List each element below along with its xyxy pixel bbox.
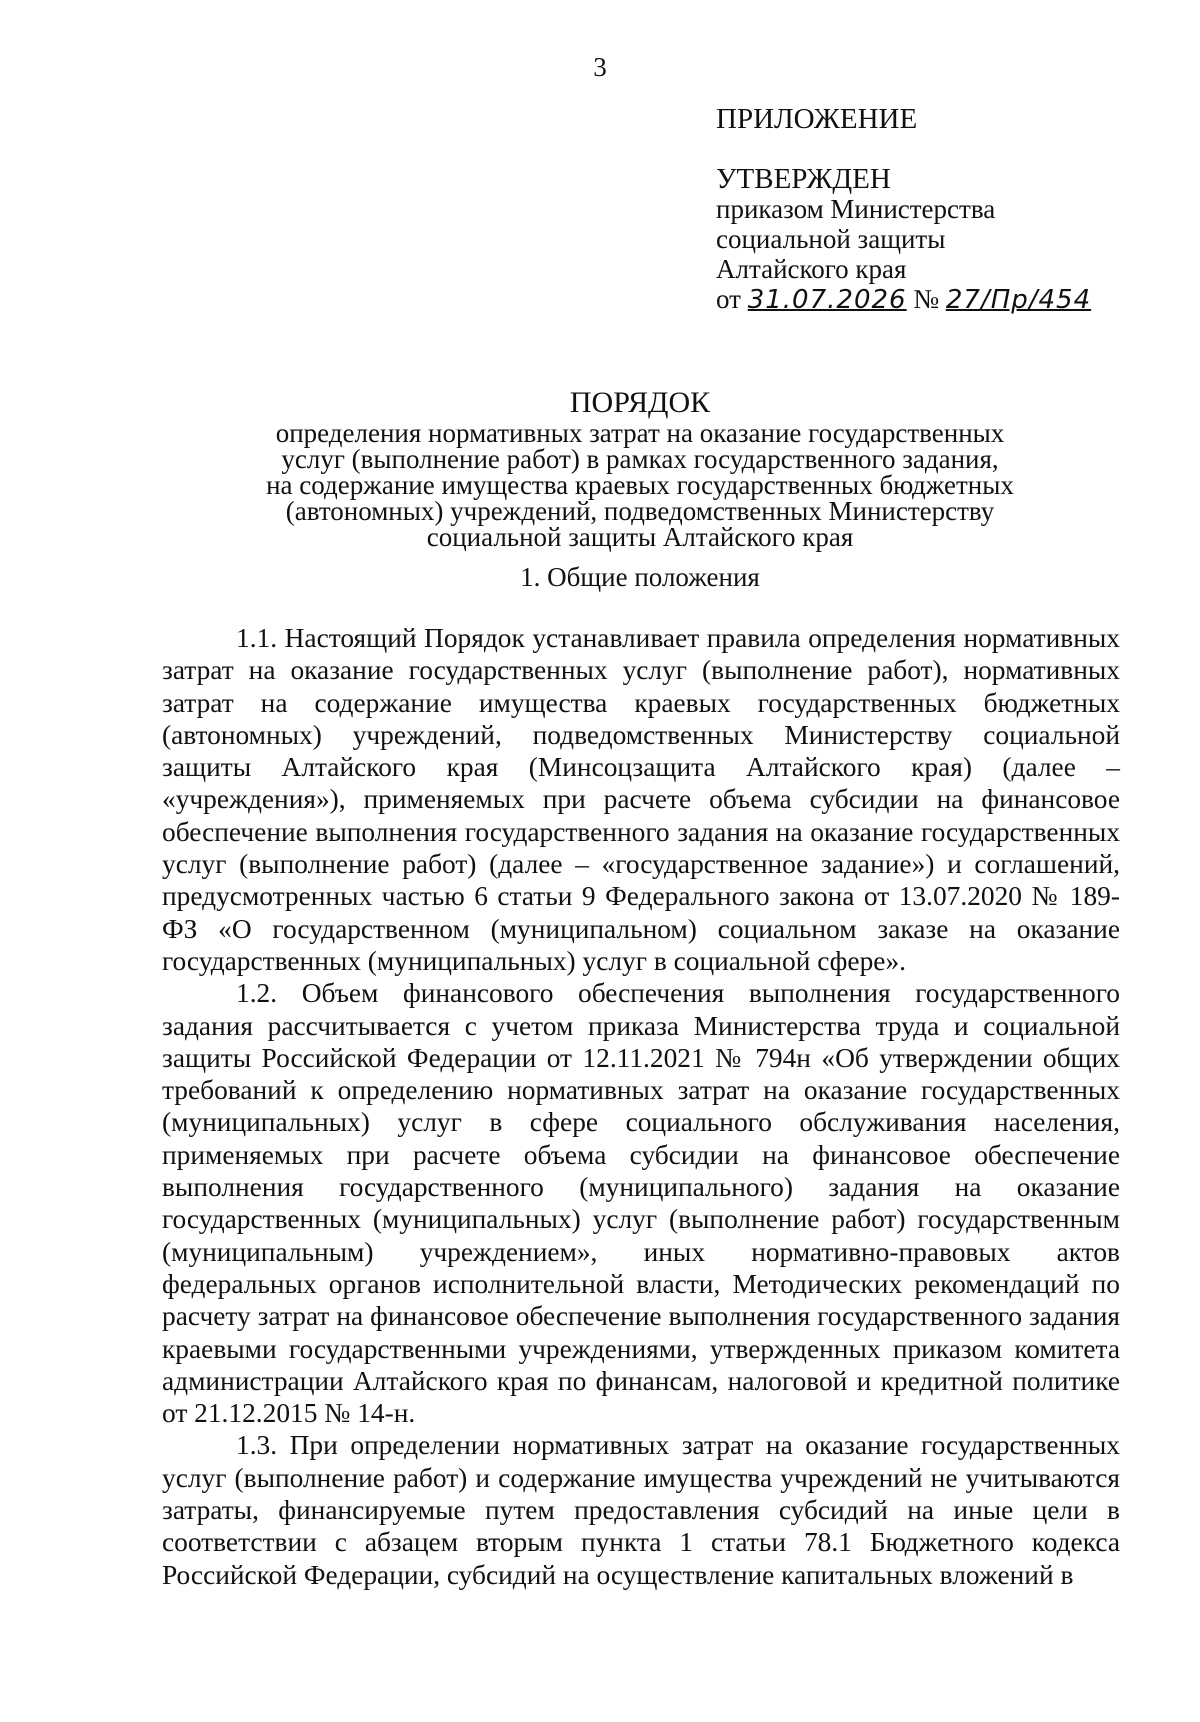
approval-line-region: Алтайского края [716,254,907,284]
approved-label: УТВЕРЖДЕН [716,163,891,195]
page-number: 3 [593,52,607,82]
paragraph-1-1: 1.1. Настоящий Порядок устанавливает правила определения нормативных затрат на оказание государственных услуг (выполнение работ), нормативных затрат на содержание имущества краевых государственных бюджетных (автономных) учреждений, подведомственных Министерству социальной защиты Алтайского края (Минсоцзащита Алтайского края) (далее – «учреждения»), применяемых при расчете объема субсидии на финансовое обеспечение выполнения государственного задания на оказание государственных услуг (выполнение работ) (далее – «государственное задание») и соглашений, предусмотренных частью 6 статьи 9 Федерального закона от 13.07.2020 № 189-ФЗ «О государственном (муниципальном) социальном заказе на оказание государственных (муниципальных) услуг в социальной сфере». [162,623,1120,976]
document-body [162,622,1120,1591]
date-prefix: от [716,284,741,314]
document-title-block [160,386,1120,550]
handwritten-number: 27/Пр/454 [945,285,1092,315]
approval-date-number-line [716,284,1176,315]
number-prefix: № [913,284,940,314]
paragraph-1-2: 1.2. Объем финансового обеспечения выполнения государственного задания рассчитывается с учетом приказа Министерства труда и социальной защиты Российской Федерации от 12.11.2021 № 794н «Об утверждении общих требований к определению нормативных затрат на оказание государственных (муниципальных) услуг в сфере социального обслуживания населения, применяемых при расчете объема субсидии на финансовое обеспечение выполнения государственного (муниципального) задания на оказание государственных (муниципальных) услуг (выполнение работ) государственным (муниципальным) учреждением», иных нормативно-правовых актов федеральных органов исполнительной власти, Методических рекомендаций по расчету затрат на финансовое обеспечение выполнения государственного задания краевыми государственными учреждениями, утвержденных приказом комитета администрации Алтайского края по финансам, налоговой и кредитной политике от 21.12.2015 № 14-н. [162,978,1120,1429]
appendix-label: ПРИЛОЖЕНИЕ [716,103,918,135]
title-line-4: (автономных) учреждений, подведомственных Министерству [285,496,995,526]
approval-stamp-block [716,104,1176,315]
title-line-1: определения нормативных затрат на оказание государственных [275,418,1005,448]
title-line-3: на содержание имущества краевых государственных бюджетных [266,470,1014,500]
approval-line-ministry: социальной защиты [716,224,946,254]
document-title: ПОРЯДОК [569,386,711,419]
paragraph-1-3: 1.3. При определении нормативных затрат на оказание государственных услуг (выполнение работ) и содержание имущества учреждений не учитываются затраты, финансируемые путем предоставления субсидий на иные цели в соответствии с абзацем вторым пункта 1 статьи 78.1 Бюджетного кодекса Российской Федерации, субсидий на осуществление капитальных вложений в [162,1430,1120,1590]
handwritten-date: 31.07.2026 [747,285,907,315]
section-heading: 1. Общие положения [520,562,760,592]
title-line-5: социальной защиты Алтайского края [426,522,854,552]
title-line-2: услуг (выполнение работ) в рамках государственного задания, [281,444,999,474]
approval-line-order: приказом Министерства [716,194,996,224]
